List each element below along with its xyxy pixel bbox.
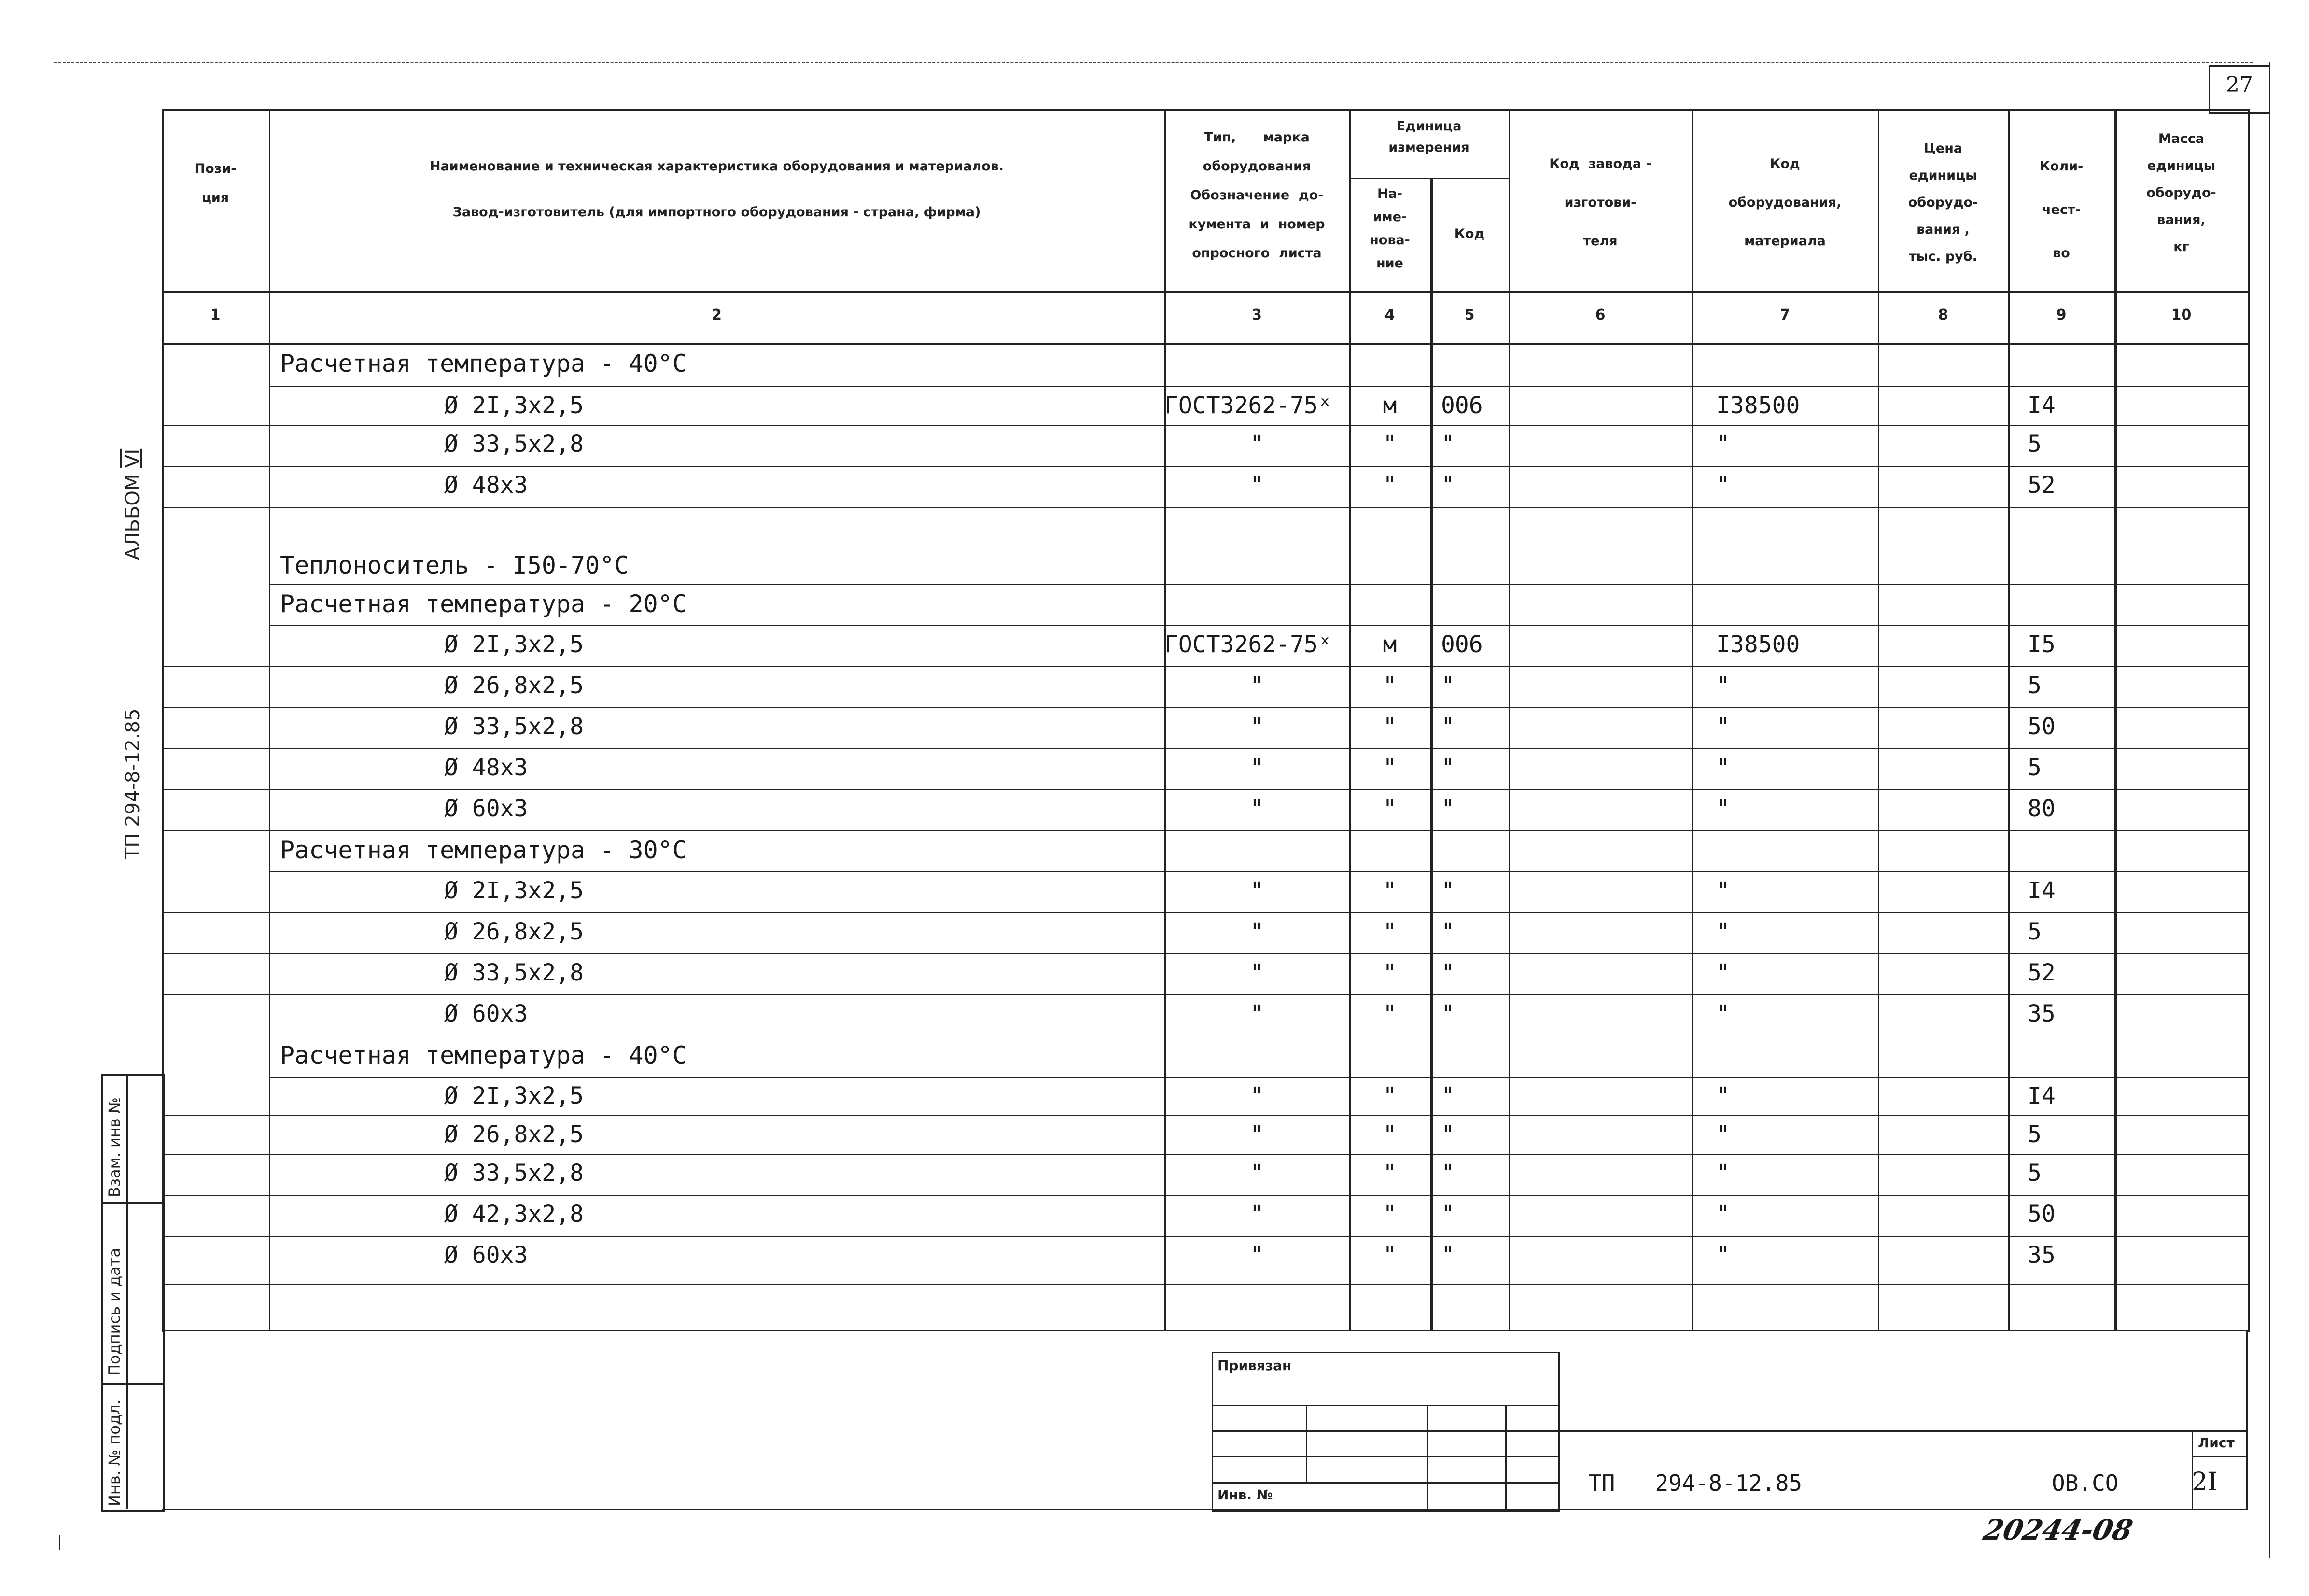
row-equip: " xyxy=(1716,918,1730,945)
row-line xyxy=(162,748,2248,749)
row-unit: " xyxy=(1383,1242,1397,1269)
row-qty: 5 xyxy=(2028,754,2042,781)
row-name: Расчетная температура - 30°С xyxy=(280,836,687,864)
row-unit: " xyxy=(1383,431,1397,458)
row-type: " xyxy=(1250,877,1264,904)
row-qty: 5 xyxy=(2028,1121,2042,1148)
page-number: 27 xyxy=(2226,72,2253,97)
hdr-type: Тип, марка оборудования Обозначение до- кумента и номер опросного листа xyxy=(1189,130,1325,261)
row-name: Расчетная температура - 40°С xyxy=(280,1041,687,1069)
row-qty: 5 xyxy=(2028,431,2042,458)
row-code: " xyxy=(1441,431,1455,458)
binding-col xyxy=(1306,1405,1307,1482)
album-number: VI xyxy=(122,448,144,468)
row-name: Ø 2I,3x2,5 xyxy=(444,1082,584,1109)
row-line xyxy=(162,994,2248,995)
row-equip: " xyxy=(1716,472,1730,499)
album-label xyxy=(122,449,144,560)
row-qty: I4 xyxy=(2028,1082,2056,1109)
row-line xyxy=(162,507,2248,508)
row-unit: " xyxy=(1383,672,1397,699)
hdr-equipment-code: Код оборудования, материала xyxy=(1728,156,1842,249)
row-type: " xyxy=(1250,472,1264,499)
row-name: Ø 60x3 xyxy=(444,1000,528,1027)
row-name: Ø 42,3x2,8 xyxy=(444,1201,584,1228)
row-line xyxy=(269,584,2248,585)
row-name: Расчетная температура - 20°С xyxy=(280,590,687,618)
row-type: " xyxy=(1250,1082,1264,1109)
row-unit: " xyxy=(1383,795,1397,822)
row-line xyxy=(162,953,2248,954)
row-line xyxy=(162,1236,2248,1237)
outer-frame-right xyxy=(2269,62,2270,1558)
row-name: Ø 26,8x2,5 xyxy=(444,672,584,699)
row-code: " xyxy=(1441,1201,1455,1228)
row-name: Ø 26,8x2,5 xyxy=(444,918,584,945)
row-unit: " xyxy=(1383,877,1397,904)
row-type: " xyxy=(1250,1000,1264,1027)
colnum-6: 6 xyxy=(1595,307,1606,323)
binding-col xyxy=(1505,1405,1507,1509)
row-code: 006 xyxy=(1441,392,1483,419)
row-qty: I4 xyxy=(2028,877,2056,904)
row-name: Расчетная температура - 40°С xyxy=(280,350,687,378)
row-line xyxy=(162,466,2248,467)
row-equip: " xyxy=(1716,713,1730,740)
row-type: " xyxy=(1250,918,1264,945)
colnum-8: 8 xyxy=(1938,307,1948,323)
row-type: " xyxy=(1250,959,1264,986)
row-code: " xyxy=(1441,1242,1455,1269)
row-type: " xyxy=(1250,795,1264,822)
row-type: " xyxy=(1250,1201,1264,1228)
colnum-3: 3 xyxy=(1252,307,1262,323)
row-line xyxy=(162,425,2248,426)
hdr-name-line2: Завод-изготовитель (для импортного оборудования - страна, фирма) xyxy=(452,205,981,220)
row-line xyxy=(162,1115,2248,1116)
row-name: Ø 48x3 xyxy=(444,472,528,499)
margin-mark xyxy=(59,1535,60,1550)
hdr-quantity: Коли- чест- во xyxy=(2039,159,2084,261)
sheet-number: 2I xyxy=(2192,1468,2218,1497)
row-type: ГОСТ3262-75ˣ xyxy=(1164,631,1332,658)
row-unit: " xyxy=(1383,959,1397,986)
hdr-unit-name: На- име- нова- ние xyxy=(1370,186,1410,271)
row-qty: 35 xyxy=(2028,1242,2056,1269)
col-line xyxy=(269,109,270,1330)
row-line xyxy=(162,1195,2248,1196)
document-code: ОВ.СО xyxy=(2052,1470,2119,1496)
stamp-replace-label: Взам. инв № xyxy=(105,1097,124,1197)
hdr-mass: Масса единицы оборудо- вания, кг xyxy=(2146,131,2216,254)
row-equip: " xyxy=(1716,1121,1730,1148)
row-type: " xyxy=(1250,1160,1264,1187)
hdr-unit-code: Код xyxy=(1454,226,1485,241)
row-equip: " xyxy=(1716,795,1730,822)
bottom-section-line xyxy=(162,1330,2248,1331)
row-code: 006 xyxy=(1441,631,1483,658)
hdr-price: Цена единицы оборудо- вания , тыс. руб. xyxy=(1908,141,1978,264)
row-equip: " xyxy=(1716,877,1730,904)
row-equip: I38500 xyxy=(1716,631,1800,658)
row-qty: 50 xyxy=(2028,1201,2056,1228)
row-name: Ø 48x3 xyxy=(444,754,528,781)
inventory-label: Инв. № xyxy=(1217,1487,1273,1503)
stamp-inventory-label: Инв. № подл. xyxy=(105,1400,124,1506)
row-qty: I5 xyxy=(2028,631,2056,658)
col-line xyxy=(1878,109,1879,1330)
row-code: " xyxy=(1441,713,1455,740)
row-line xyxy=(162,1284,2248,1285)
row-code: " xyxy=(1441,1121,1455,1148)
col-line xyxy=(2114,109,2117,1330)
colnum-9: 9 xyxy=(2056,307,2067,323)
row-qty: 5 xyxy=(2028,672,2042,699)
row-equip: " xyxy=(1716,1000,1730,1027)
row-type: " xyxy=(1250,1242,1264,1269)
hdr-name-line1: Наименование и техническая характеристика оборудования и материалов. xyxy=(429,159,1004,174)
row-unit: м xyxy=(1383,392,1397,419)
row-qty: 52 xyxy=(2028,959,2056,986)
header-line xyxy=(162,291,2248,293)
row-name: Ø 60x3 xyxy=(444,1242,528,1269)
col-line xyxy=(1430,178,1433,1330)
title-block-top xyxy=(1557,1430,2247,1432)
row-name: Ø 2I,3x2,5 xyxy=(444,631,584,658)
row-name: Ø 2I,3x2,5 xyxy=(444,877,584,904)
col-line xyxy=(2008,109,2010,1330)
colnum-line xyxy=(162,343,2248,345)
row-name: Ø 2I,3x2,5 xyxy=(444,392,584,419)
row-line xyxy=(162,789,2248,790)
row-code: " xyxy=(1441,1160,1455,1187)
colnum-4: 4 xyxy=(1385,307,1395,323)
row-code: " xyxy=(1441,1082,1455,1109)
row-code: " xyxy=(1441,754,1455,781)
colnum-2: 2 xyxy=(712,307,722,323)
row-type: " xyxy=(1250,431,1264,458)
hdr-position: Пози- ция xyxy=(194,161,237,205)
row-unit: " xyxy=(1383,713,1397,740)
col-line xyxy=(1509,109,1510,1330)
row-line xyxy=(162,1154,2248,1155)
row-equip: " xyxy=(1716,754,1730,781)
row-line xyxy=(269,625,2248,626)
row-code: " xyxy=(1441,959,1455,986)
row-unit: " xyxy=(1383,1082,1397,1109)
bottom-frame xyxy=(162,1509,2248,1510)
row-line xyxy=(162,830,2248,831)
archive-number: 20244-08 xyxy=(1980,1513,2136,1546)
colnum-1: 1 xyxy=(210,307,221,323)
row-code: " xyxy=(1441,877,1455,904)
row-name: Ø 33,5x2,8 xyxy=(444,959,584,986)
col-line xyxy=(1692,109,1693,1330)
row-qty: 5 xyxy=(2028,918,2042,945)
left-stamp-divider xyxy=(126,1074,128,1509)
row-line xyxy=(269,1077,2248,1078)
row-unit: " xyxy=(1383,1160,1397,1187)
row-type: " xyxy=(1250,713,1264,740)
unit-subheader-line xyxy=(1349,178,1509,179)
binding-label: Привязан xyxy=(1217,1358,1292,1373)
document-designation: ТП 294-8-12.85 xyxy=(1588,1470,1803,1496)
row-qty: I4 xyxy=(2028,392,2056,419)
row-code: " xyxy=(1441,672,1455,699)
hdr-manufacturer-code: Код завода - изготови- теля xyxy=(1549,156,1651,249)
row-equip: " xyxy=(1716,1160,1730,1187)
sheet-label: Лист xyxy=(2198,1435,2235,1451)
row-type: " xyxy=(1250,754,1264,781)
row-name: Ø 60x3 xyxy=(444,795,528,822)
row-unit: " xyxy=(1383,754,1397,781)
row-qty: 80 xyxy=(2028,795,2056,822)
project-code-side: ТП 294-8-12.85 xyxy=(122,708,144,859)
row-line xyxy=(162,666,2248,667)
row-equip: " xyxy=(1716,1201,1730,1228)
colnum-7: 7 xyxy=(1780,307,1790,323)
row-qty: 5 xyxy=(2028,1160,2042,1187)
row-unit: " xyxy=(1383,1000,1397,1027)
row-type: " xyxy=(1250,1121,1264,1148)
row-line xyxy=(162,912,2248,913)
row-equip: " xyxy=(1716,1242,1730,1269)
row-unit: м xyxy=(1383,631,1397,658)
binding-col xyxy=(1427,1405,1428,1509)
row-equip: " xyxy=(1716,672,1730,699)
row-unit: " xyxy=(1383,918,1397,945)
left-stamp-row xyxy=(101,1383,163,1385)
row-name: Теплоноситель - I50-70°С xyxy=(280,551,629,579)
row-code: " xyxy=(1441,472,1455,499)
row-code: " xyxy=(1441,795,1455,822)
row-code: " xyxy=(1441,918,1455,945)
album-label-text: АЛЬБОМ xyxy=(122,474,144,560)
hdr-unit: Единица измерения xyxy=(1388,119,1469,155)
row-line xyxy=(162,707,2248,708)
row-type: " xyxy=(1250,672,1264,699)
sheet-box-line xyxy=(2192,1456,2246,1457)
row-equip: " xyxy=(1716,431,1730,458)
colnum-5: 5 xyxy=(1464,307,1475,323)
row-unit: " xyxy=(1383,1121,1397,1148)
left-stamp-row xyxy=(101,1202,163,1204)
row-name: Ø 26,8x2,5 xyxy=(444,1121,584,1148)
row-unit: " xyxy=(1383,472,1397,499)
row-qty: 52 xyxy=(2028,472,2056,499)
row-line xyxy=(269,386,2248,387)
stamp-signature-label: Подпись и дата xyxy=(105,1247,124,1376)
colnum-10: 10 xyxy=(2171,307,2192,323)
row-line xyxy=(269,871,2248,872)
row-type: ГОСТ3262-75ˣ xyxy=(1164,392,1332,419)
row-unit: " xyxy=(1383,1201,1397,1228)
row-qty: 50 xyxy=(2028,713,2056,740)
row-name: Ø 33,5x2,8 xyxy=(444,713,584,740)
row-qty: 35 xyxy=(2028,1000,2056,1027)
row-name: Ø 33,5x2,8 xyxy=(444,1160,584,1187)
row-name: Ø 33,5x2,8 xyxy=(444,431,584,458)
row-equip: I38500 xyxy=(1716,392,1800,419)
row-equip: " xyxy=(1716,1082,1730,1109)
row-code: " xyxy=(1441,1000,1455,1027)
row-equip: " xyxy=(1716,959,1730,986)
